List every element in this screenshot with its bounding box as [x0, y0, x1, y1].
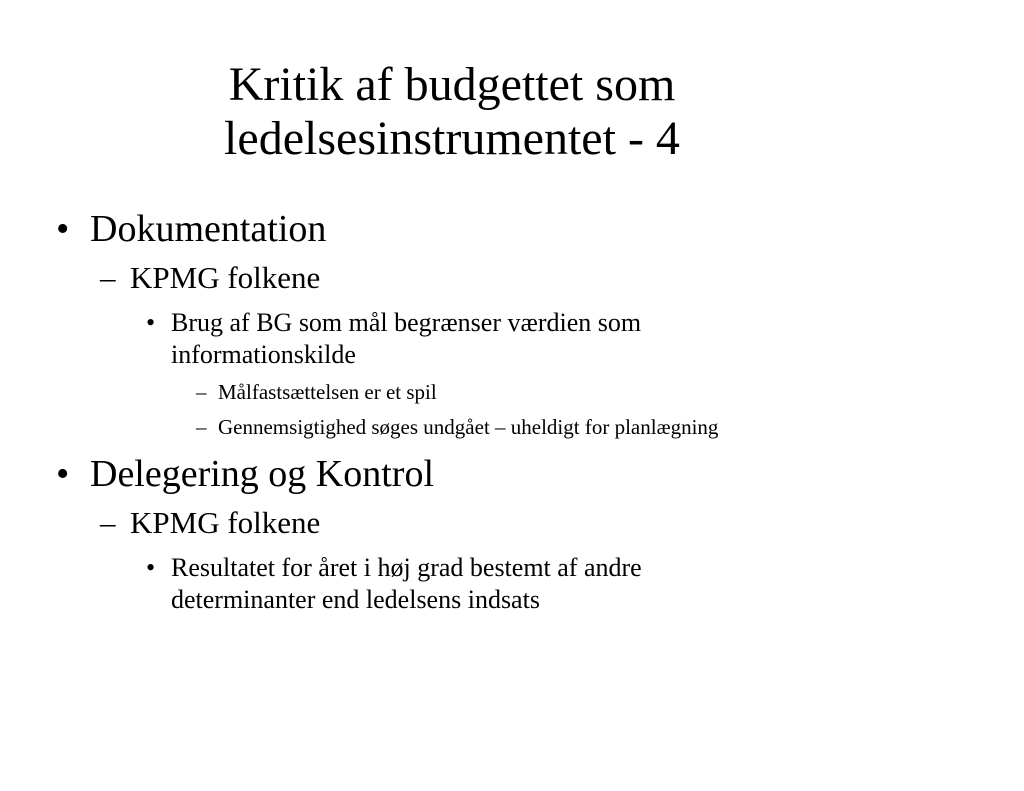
- slide-title-line-1: Kritik af budgettet som: [228, 58, 676, 111]
- dash-icon: –: [196, 380, 207, 404]
- slide-title-line-2: ledelsesinstrumentet - 4: [224, 112, 680, 165]
- point-label: Resultatet for året i høj grad bestemt af andre determinanter end ledelsens indsats: [171, 553, 642, 614]
- bullet-dot-icon: •: [56, 208, 70, 250]
- point-label: Brug af BG som mål begrænser værdien som informationskilde: [171, 308, 642, 369]
- dash-icon: –: [100, 260, 116, 295]
- bullet-label: Delegering og Kontrol: [90, 453, 435, 495]
- subitem-label: KPMG folkene: [130, 260, 321, 295]
- subpoint-label: Målfastsættelsen er et spil: [218, 380, 437, 404]
- slide-title: [0, 58, 904, 166]
- dash-icon: –: [196, 415, 207, 439]
- bullet-dot-icon: •: [56, 453, 70, 495]
- bullet-dot-icon: •: [146, 308, 156, 337]
- bullet-dot-icon: •: [146, 553, 156, 582]
- subpoint-label: Gennemsigtighed søges undgået – uheldigt for planlægning: [218, 415, 719, 439]
- dash-icon: –: [100, 505, 116, 540]
- bullet-label: Dokumentation: [90, 208, 327, 250]
- subitem-label: KPMG folkene: [130, 505, 321, 540]
